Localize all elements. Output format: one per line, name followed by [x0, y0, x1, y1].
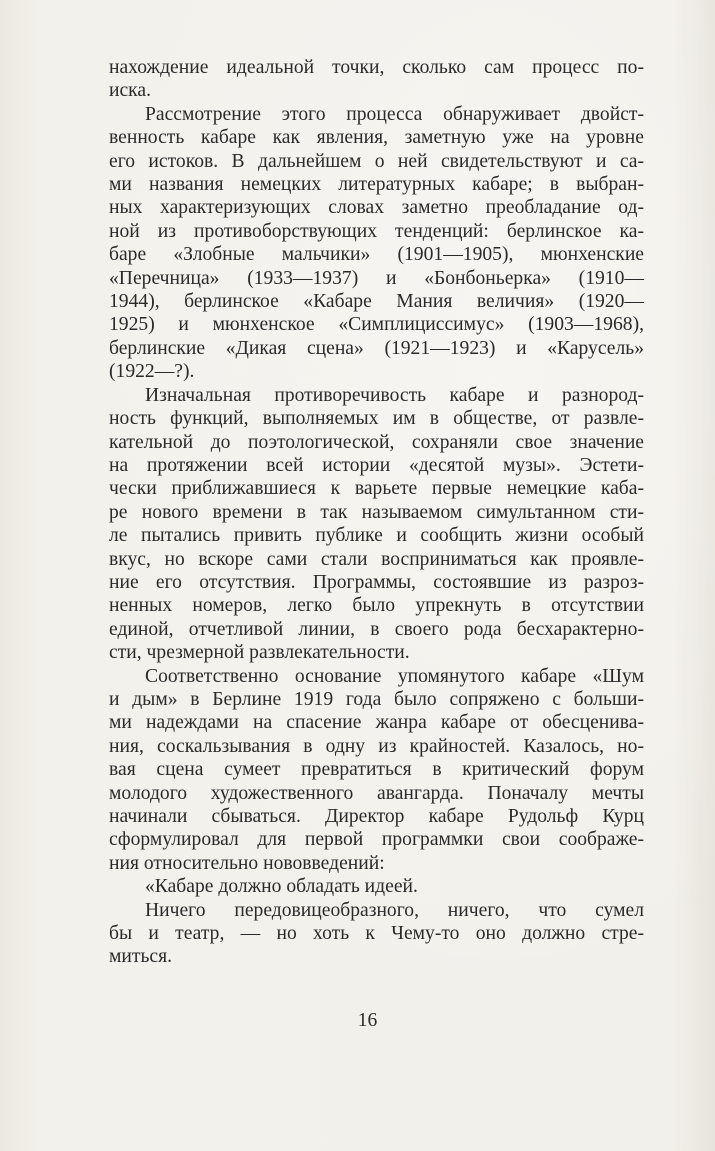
text-line: венность кабаре как явления, заметную уже на уровне [109, 127, 644, 149]
paragraph-1 [109, 56, 644, 103]
text-line: иска. [109, 80, 152, 102]
text-line: молодого художественного авангарда. Поначалу мечты [109, 782, 644, 804]
quote-line-1 [109, 875, 644, 898]
text-line: вкус, но вскоре сами стали восприниматься как проявле- [109, 548, 644, 570]
text-line: его истоков. В дальнейшем о ней свидетельствуют и са- [109, 150, 644, 172]
text-line: ние его отсутствия. Программы, состоявшие из разроз- [109, 571, 644, 593]
text-line: ре нового времени в так называемом симультанном сти- [109, 501, 644, 523]
text-line: ния, соскальзывания в одну из крайностей. Казалось, но- [109, 735, 644, 757]
text-line: берлинские «Дикая сцена» (1921—1923) и «Карусель» [109, 337, 644, 359]
text-line: ной из противоборствующих тенденций: берлинское ка- [109, 220, 644, 242]
page-number: 16 [357, 1010, 378, 1031]
paragraph-2 [109, 103, 644, 384]
text-line: начинали сбываться. Директор кабаре Рудольф Курц [109, 806, 644, 827]
text-line: (1922—?). [109, 361, 195, 383]
text-line: «Перечница» (1933—1937) и «Бонбоньерка» (1910— [109, 267, 644, 289]
text-line: ность функций, выполняемых им в обществе, от развле- [109, 408, 644, 430]
text-line: ми названия немецких литературных кабаре; в выбран- [109, 174, 644, 196]
text-line: бы и театр, — но хоть к Чему-то оно должно стре- [109, 923, 644, 945]
text-line: единой, отчетливой линии, в своего рода бесхарактерно- [109, 618, 644, 640]
text-line: вая сцена сумеет превратиться в критический форум [109, 759, 644, 781]
paragraph-4 [109, 665, 644, 876]
text-line: чески приближавшиеся к варьете первые немецкие каба- [109, 478, 644, 500]
text-line: ненных номеров, легко было упрекнуть в отсутствии [109, 595, 644, 617]
text-line: Соответственно основание упомянутого кабаре «Шум [145, 665, 644, 687]
text-line: сти, чрезмерной развлекательности. [109, 642, 410, 664]
text-line: ми надеждами на спасение жанра кабаре от обесценива- [109, 712, 644, 734]
text-line: сформулировал для первой программки свои соображе- [109, 829, 644, 851]
text-line: ных характеризующих словах заметно преобладание од- [109, 197, 644, 219]
text-line: ле пытались привить публике и сообщить жизни особый [109, 525, 644, 547]
paragraph-3 [109, 384, 644, 665]
text-line: и дым» в Берлине 1919 года было сопряжено с больши- [109, 688, 644, 710]
text-line: Изначальная противоречивость кабаре и разнород- [145, 384, 644, 406]
text-line: Ничего передовицеобразного, ничего, что сумел [145, 899, 644, 921]
text-line: ния относительно нововведений: [109, 852, 385, 874]
text-line: 1944), берлинское «Кабаре Мания величия» (1920— [109, 291, 644, 313]
text-line: «Кабаре должно обладать идеей. [145, 876, 418, 898]
text-line: кательной до поэтологической, сохраняли свое значение [109, 431, 644, 453]
body-text [109, 56, 644, 969]
text-line: на протяжении всей истории «десятой музы». Эстети- [109, 454, 644, 476]
text-line: 1925) и мюнхенское «Симплициссимус» (1903—1968), [109, 314, 644, 336]
text-line: баре «Злобные мальчики» (1901—1905), мюнхенские [109, 244, 644, 266]
text-line: нахождение идеальной точки, сколько сам процесс по- [109, 57, 644, 78]
text-line: миться. [109, 946, 172, 968]
text-line: Рассмотрение этого процесса обнаруживает двойст- [145, 103, 644, 125]
quote-paragraph [109, 899, 644, 969]
